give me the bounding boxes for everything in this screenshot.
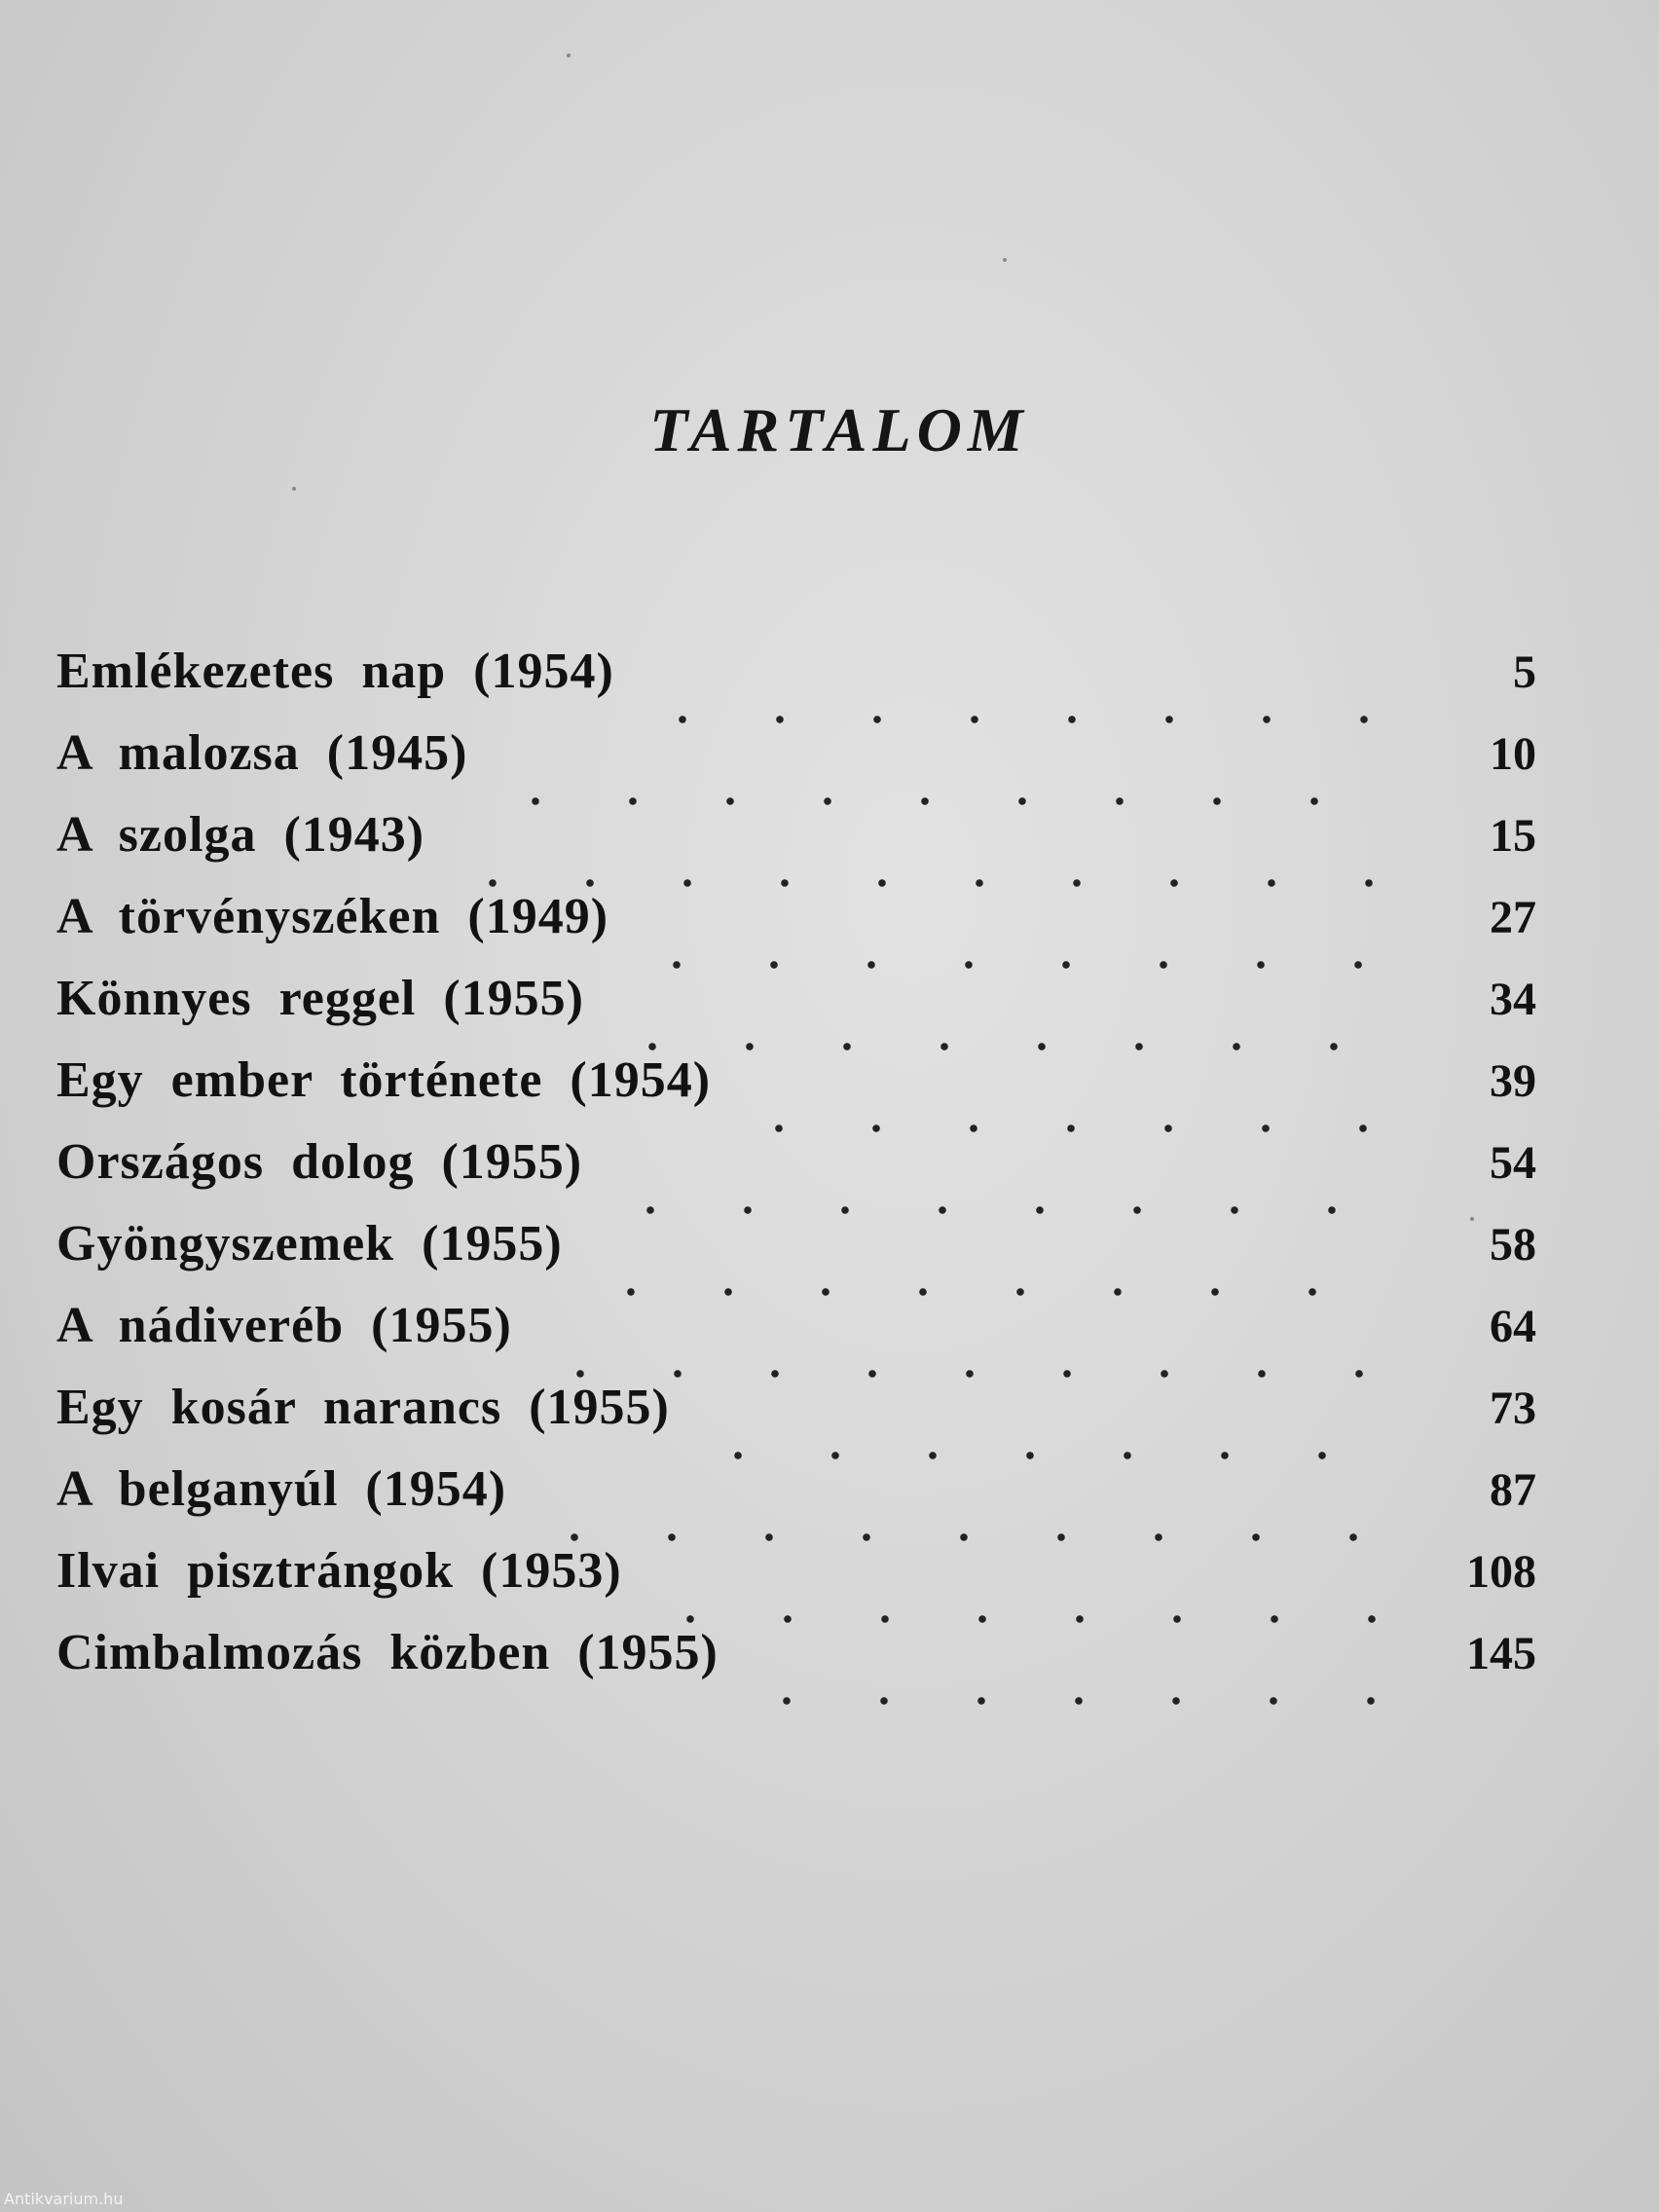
dot-leader xyxy=(444,837,1400,888)
toc-entry xyxy=(56,806,1536,888)
toc-entry-title: A törvényszéken (1949) xyxy=(56,889,609,944)
toc-entry-page: 39 xyxy=(1490,1055,1536,1107)
dot-leader xyxy=(730,1083,1400,1133)
dot-leader xyxy=(532,1328,1400,1379)
paper-speck xyxy=(567,54,571,57)
toc-entry-page: 10 xyxy=(1490,728,1536,780)
toc-entry-title: A belganyúl (1954) xyxy=(56,1461,507,1517)
toc-entry-page: 145 xyxy=(1466,1628,1536,1679)
toc-entry-title: A szolga (1943) xyxy=(56,807,425,863)
toc-entry-page: 15 xyxy=(1490,810,1536,862)
toc-entry-title: Emlékezetes nap (1954) xyxy=(56,644,614,699)
dot-leader xyxy=(604,1001,1400,1051)
toc-entry xyxy=(56,1297,1536,1379)
toc-entry xyxy=(56,1379,1536,1460)
toc-entry xyxy=(56,1624,1536,1706)
toc-entry-page: 34 xyxy=(1490,974,1536,1025)
toc-entry-title: Könnyes reggel (1955) xyxy=(56,971,584,1026)
toc-entry-title: A nádiveréb (1955) xyxy=(56,1298,512,1353)
paper-speck xyxy=(1003,258,1007,262)
toc-entry-title: Ilvai pisztrángok (1953) xyxy=(56,1543,622,1599)
toc-entry-title: Gyöngyszemek (1955) xyxy=(56,1216,563,1272)
dot-leader xyxy=(738,1655,1400,1706)
toc-entry xyxy=(56,1051,1536,1133)
toc-entry xyxy=(56,643,1536,724)
table-of-contents xyxy=(56,643,1536,1706)
toc-entry-page: 54 xyxy=(1490,1137,1536,1189)
dot-leader xyxy=(582,1246,1400,1297)
toc-entry-page: 58 xyxy=(1490,1219,1536,1271)
toc-entry-page: 27 xyxy=(1490,892,1536,943)
dot-leader xyxy=(689,1410,1400,1460)
dot-leader xyxy=(642,1573,1400,1624)
paper-speck xyxy=(292,487,296,491)
toc-entry-title: A malozsa (1945) xyxy=(56,725,468,781)
toc-entry xyxy=(56,1215,1536,1297)
toc-entry-title: Cimbalmozás közben (1955) xyxy=(56,1625,719,1680)
toc-entry-page: 73 xyxy=(1490,1382,1536,1434)
toc-entry xyxy=(56,970,1536,1051)
toc-entry xyxy=(56,1460,1536,1542)
toc-entry xyxy=(56,1542,1536,1624)
dot-leader xyxy=(602,1164,1400,1215)
page-title: TARTALOM xyxy=(649,395,1029,464)
toc-entry-page: 108 xyxy=(1466,1546,1536,1598)
toc-entry xyxy=(56,888,1536,970)
toc-entry xyxy=(56,724,1536,806)
dot-leader xyxy=(526,1492,1400,1542)
toc-entry-title: Országos dolog (1955) xyxy=(56,1134,583,1190)
dot-leader xyxy=(487,756,1400,806)
dot-leader xyxy=(634,674,1400,724)
toc-entry xyxy=(56,1133,1536,1215)
toc-entry-title: Egy kosár narancs (1955) xyxy=(56,1380,670,1435)
toc-entry-title: Egy ember története (1954) xyxy=(56,1052,712,1108)
toc-entry-page: 87 xyxy=(1490,1464,1536,1516)
toc-entry-page: 64 xyxy=(1490,1301,1536,1352)
toc-entry-page: 5 xyxy=(1513,646,1536,698)
watermark: Antikvarium.hu xyxy=(4,2190,124,2208)
dot-leader xyxy=(628,919,1400,970)
